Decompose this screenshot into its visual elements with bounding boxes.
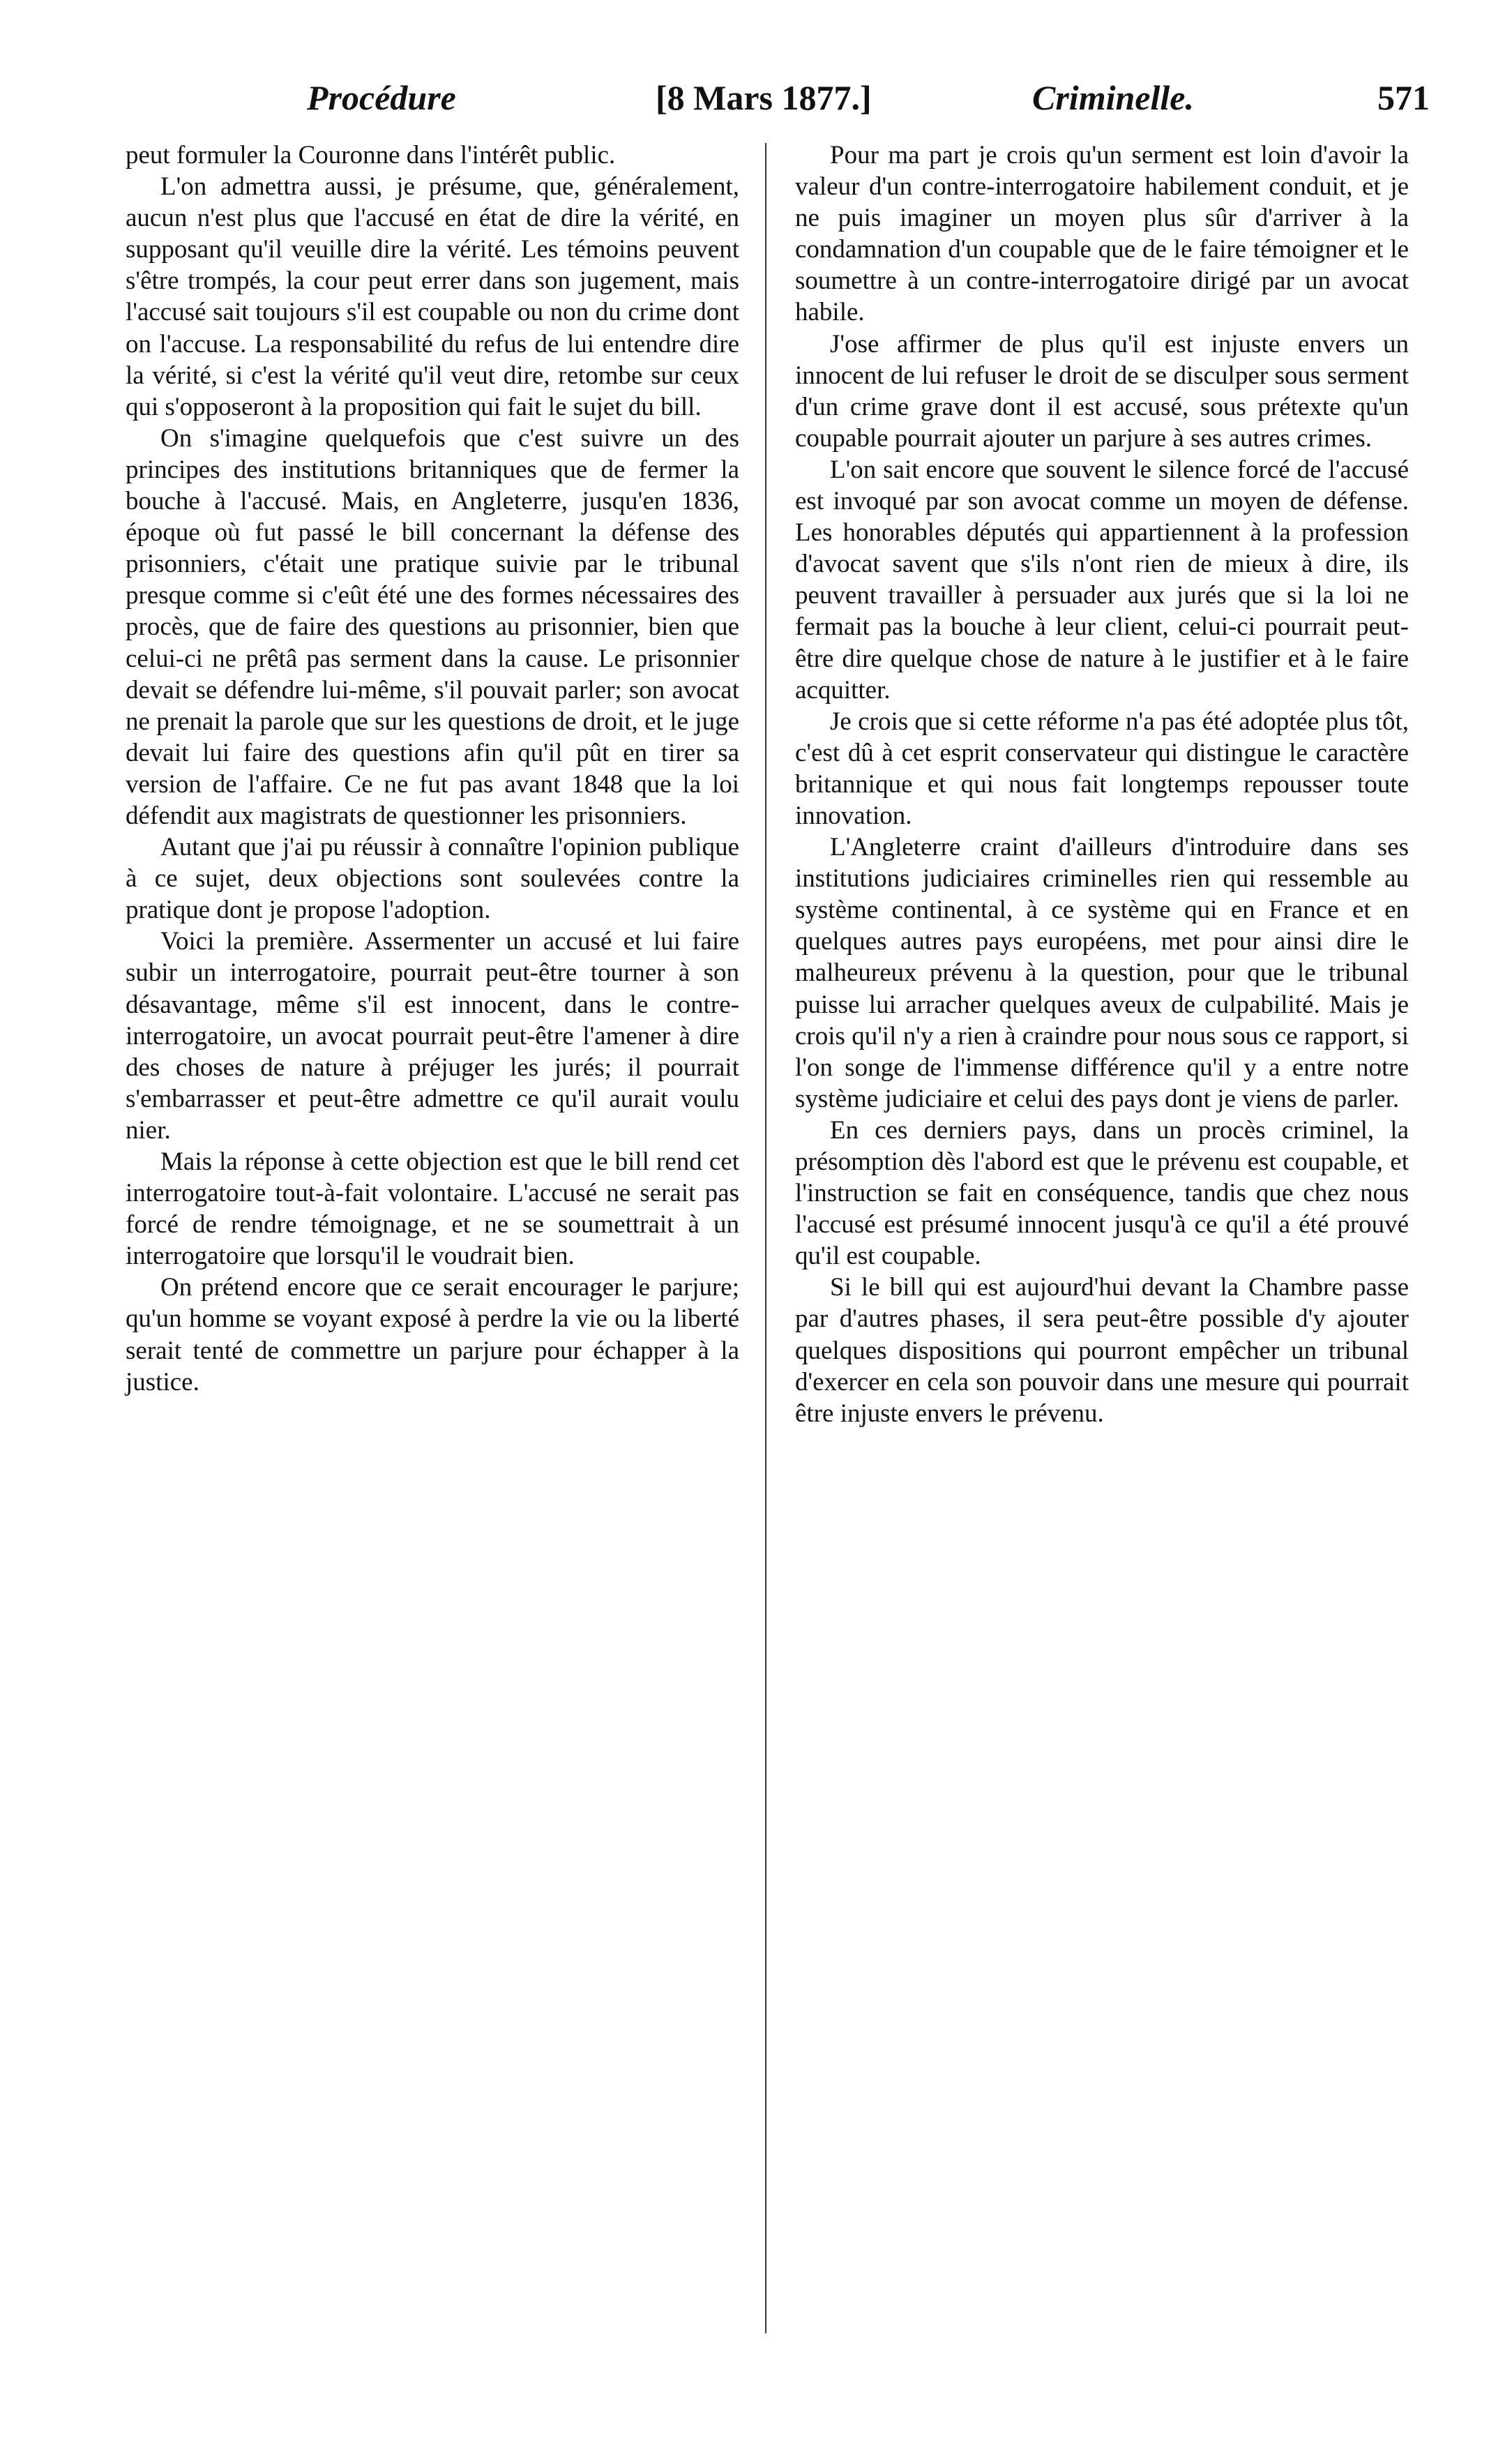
paragraph: Pour ma part je crois qu'un serment est loin d'avoir la valeur d'un contre-interrogatoire habilement conduit, et je ne puis imaginer un moyen plus sûr d'arriver à la condamnation d'un coupable que de le faire témoigner et le soumettre à un contre-interrogatoire dirigé par un avocat habile. bbox=[795, 141, 1409, 327]
paragraph: Mais la réponse à cette objection est que le bill rend cet interrogatoire tout-à-fait volontaire. L'accusé ne serait pas forcé de rendre témoignage, et ne se soumettrait à un interrogatoire que lorsqu'il le voudrait bien. bbox=[126, 1147, 739, 1271]
paragraph: En ces derniers pays, dans un procès criminel, la présomption dès l'abord est que le prévenu est coupable, et l'instruction se fait en conséquence, tandis que chez nous l'accusé est présumé innocent jusqu'à ce qu'il a été prouvé qu'il est coupable. bbox=[795, 1115, 1409, 1271]
paragraph: J'ose affirmer de plus qu'il est injuste envers un innocent de lui refuser le droit de se disculper sous serment d'un crime grave dont il est accusé, sous prétexte qu'un coupable pourrait ajouter un parjure à ses autres crimes. bbox=[795, 329, 1409, 453]
paragraph: Si le bill qui est aujourd'hui devant la Chambre passe par d'autres phases, il sera peut-être possible d'y ajouter quelques dispositions qui pourront empêcher un tribunal d'exercer en cela son pouvoir dans une mesure qui pourrait être injuste envers le prévenu. bbox=[795, 1273, 1409, 1428]
header-right-title: Criminelle. bbox=[1032, 78, 1194, 117]
paragraph: Je crois que si cette réforme n'a pas été adoptée plus tôt, c'est dû à cet esprit conservateur qui distingue le caractère britannique et qui nous fait longtemps repousser toute innovation. bbox=[795, 707, 1409, 830]
header-date: [8 Mars 1877.] bbox=[656, 78, 872, 117]
paragraph: L'on sait encore que souvent le silence forcé de l'accusé est invoqué par son avocat comme un moyen de défense. Les honorables députés qui appartiennent à la profession d'avocat savent que s'ils n'ont rien de mieux à dire, ils peuvent travailler à persuader aux jurés que si la loi ne fermait pas la bouche à leur client, celui-ci pourrait peut-être dire quelque chose de nature à le justifier et à le faire acquitter. bbox=[795, 455, 1409, 705]
paragraph: Autant que j'ai pu réussir à connaître l'opinion publique à ce sujet, deux objections sont soulevées contre la pratique dont je propose l'adoption. bbox=[126, 833, 739, 925]
left-column bbox=[126, 140, 739, 1398]
page-number: 571 bbox=[1377, 78, 1430, 117]
paragraph: Voici la première. Assermenter un accusé et lui faire subir un interrogatoire, pourrait peut-être tourner à son désavantage, même s'il est innocent, dans le contre-interrogatoire, un avocat pourrait peut-être l'amener à dire des choses de nature à préjuger les jurés; il pourrait s'embarrasser et peut-être admettre ce qu'il aurait voulu nier. bbox=[126, 927, 739, 1145]
paragraph: peut formuler la Couronne dans l'intérêt public. bbox=[126, 141, 616, 170]
column-divider bbox=[765, 143, 766, 2333]
right-column bbox=[795, 140, 1409, 1429]
paragraph: L'on admettra aussi, je présume, que, généralement, aucun n'est plus que l'accusé en état de dire la vérité, en supposant qu'il veuille dire la vérité. Les témoins peuvent s'être trompés, la cour peut errer dans son jugement, mais l'accusé sait toujours s'il est coupable ou non du crime dont on l'accuse. La responsabilité du refus de lui entendre dire la vérité, si c'est la vérité qu'il veut dire, retombe sur ceux qui s'opposeront à la proposition qui fait le sujet du bill. bbox=[126, 172, 739, 421]
running-header bbox=[119, 70, 1430, 126]
paragraph: L'Angleterre craint d'ailleurs d'introduire dans ses institutions judiciaires criminelles rien qui ressemble au système continental, à ce système qui en France et en quelques autres pays européens, met pour ainsi dire le malheureux prévenu à la question, pour que le tribunal puisse lui arracher quelques aveux de culpabilité. Mais je crois qu'il n'y a rien à craindre pour nous sous ce rapport, si l'on songe de l'immense différence qu'il y a entre notre système judiciaire et celui des pays dont je viens de parler. bbox=[795, 833, 1409, 1113]
header-left-title: Procédure bbox=[307, 78, 456, 117]
paragraph: On prétend encore que ce serait encourager le parjure; qu'un homme se voyant exposé à perdre la vie ou la liberté serait tenté de commettre un parjure pour échapper à la justice. bbox=[126, 1273, 739, 1396]
paragraph: On s'imagine quelquefois que c'est suivre un des principes des institutions britanniques que de fermer la bouche à l'accusé. Mais, en Angleterre, jusqu'en 1836, époque où fut passé le bill concernant la défense des prisonniers, c'était une pratique suivie par le tribunal presque comme si c'eût été une des formes nécessaires des procès, que de faire des questions au prisonnier, bien que celui-ci ne prêtâ pas serment dans la cause. Le prisonnier devait se défendre lui-même, s'il pouvait parler; son avocat ne prenait la parole que sur les questions de droit, et le juge devait lui faire des questions afin qu'il pût en tirer sa version de l'affaire. Ce ne fut pas avant 1848 que la loi défendit aux magistrats de questionner les prisonniers. bbox=[126, 423, 739, 830]
